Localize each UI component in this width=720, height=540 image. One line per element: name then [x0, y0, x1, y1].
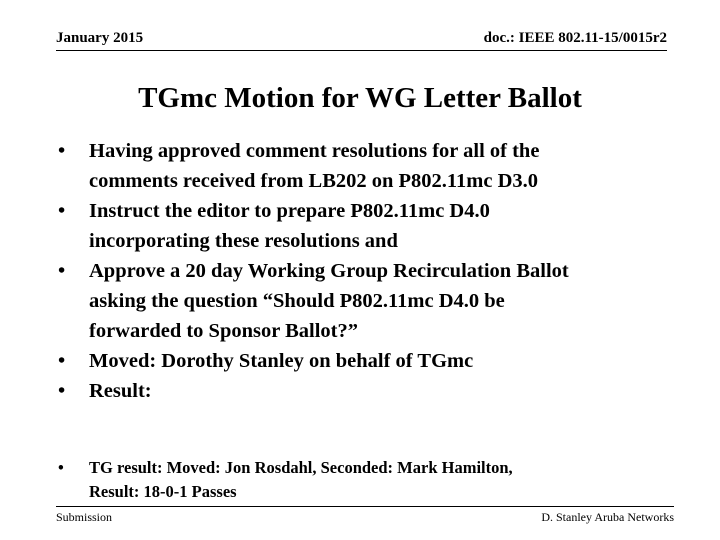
- header-date: January 2015: [56, 30, 144, 46]
- bullet-line: Having approved comment resolutions for all of the: [89, 140, 540, 162]
- result-bullet-item: [58, 456, 698, 504]
- bullet-line: Result:: [89, 380, 152, 402]
- bullet-line: Moved: Dorothy Stanley on behalf of TGmc: [89, 350, 474, 372]
- slide-header: [56, 28, 667, 51]
- bullet-marker: •: [58, 350, 66, 372]
- bullet-line: incorporating these resolutions and: [89, 230, 398, 252]
- bullet-item: [58, 256, 698, 346]
- bullet-line: asking the question “Should P802.11mc D4.0 be: [89, 290, 505, 312]
- bullet-marker: •: [58, 458, 64, 477]
- bullet-line: Approve a 20 day Working Group Recirculation Ballot: [89, 260, 569, 282]
- result-line: Result: 18-0-1 Passes: [89, 482, 237, 501]
- slide-title: TGmc Motion for WG Letter Ballot: [138, 82, 582, 114]
- bullet-marker: •: [58, 380, 66, 402]
- bullet-item: [58, 136, 698, 196]
- result-line: TG result: Moved: Jon Rosdahl, Seconded: Mark Hamilton,: [89, 458, 513, 477]
- bullet-list: [58, 136, 698, 406]
- result-bullet-list: [58, 456, 698, 504]
- footer-author: D. Stanley Aruba Networks: [541, 510, 674, 524]
- header-doc-id: doc.: IEEE 802.11-15/0015r2: [483, 30, 667, 46]
- bullet-marker: •: [58, 200, 66, 222]
- bullet-marker: •: [58, 140, 66, 162]
- bullet-line: Instruct the editor to prepare P802.11mc D4.0: [89, 200, 490, 222]
- slide-footer: [56, 506, 674, 527]
- bullet-item: [58, 346, 698, 376]
- bullet-item: [58, 196, 698, 256]
- bullet-marker: •: [58, 260, 66, 282]
- footer-submission: Submission: [56, 510, 113, 524]
- bullet-line: comments received from LB202 on P802.11mc D3.0: [89, 170, 539, 192]
- bullet-item: [58, 376, 698, 406]
- bullet-line: forwarded to Sponsor Ballot?”: [89, 320, 358, 342]
